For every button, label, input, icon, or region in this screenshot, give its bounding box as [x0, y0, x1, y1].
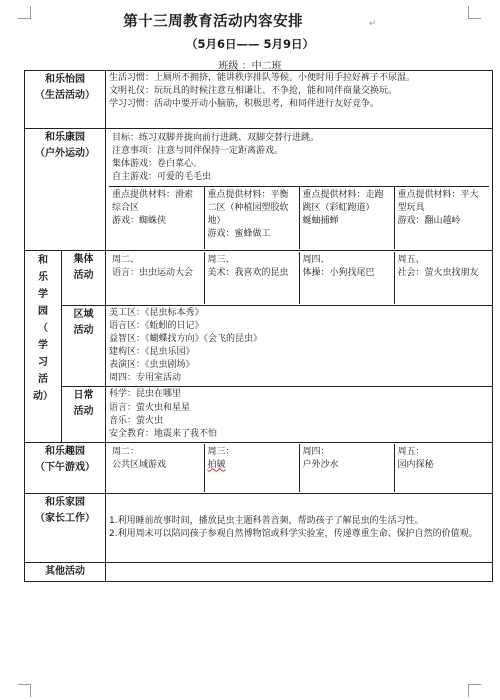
life-line: 生活习惯：上厕所不拥挤，能讲秩序排队等候。小便时用手拉好裤子不尿湿。	[109, 73, 416, 83]
life-line: 学习习惯：活动中要开动小脑筋，积极思考，和同伴进行友好竞争。	[109, 99, 380, 110]
zone-material: 重点提供材料：走跑跳区（彩虹跑道）	[302, 190, 384, 214]
row-life	[25, 71, 493, 129]
outdoor-line: 注意事项：注意与同伴保持一定距离游戏。	[112, 146, 284, 157]
outdoor-line: 集体游戏：卷白菜心。	[112, 159, 203, 170]
zone-game: 游戏：蜜蜂做工	[207, 229, 271, 240]
document-title	[0, 10, 500, 31]
outdoor-sublabel: （户外运动）	[35, 148, 95, 159]
outdoor-zone	[394, 187, 489, 250]
day-content: 语言：虫虫运动大会	[112, 268, 194, 279]
document-dates: （5月6日—— 5月9日）	[185, 37, 314, 51]
area-line: 表演区：《虫虫剧场》	[109, 360, 195, 371]
area-content	[106, 306, 493, 387]
life-label-cell	[25, 71, 106, 129]
daily-line: 安全教育：地震来了我不怕	[109, 428, 218, 439]
outdoor-label: 和乐康园	[45, 132, 85, 143]
outdoor-zone	[109, 187, 204, 250]
other-label: 其他活动	[45, 565, 85, 577]
area-label: 区域	[73, 309, 94, 321]
row-family	[25, 493, 493, 562]
life-line: 文明礼仪：玩玩具的时候注意互相谦让、不争抢，能和同伴商量交换玩。	[109, 86, 398, 97]
daily-content	[106, 387, 493, 442]
afternoon-content	[106, 442, 493, 493]
row-outdoor	[25, 129, 493, 251]
collective-label: 集体	[73, 254, 94, 266]
day-label: 周四：	[302, 446, 330, 457]
afternoon-day	[394, 444, 489, 492]
collective-day	[299, 252, 394, 304]
learning-label-char: 动）	[33, 391, 53, 403]
daily-line: 音乐：萤火虫	[109, 415, 164, 426]
outdoor-label-cell	[25, 129, 106, 251]
learning-label-char: 和	[38, 255, 48, 267]
daily-sublabel: 活动	[73, 406, 94, 418]
day-content: 公共区域游戏	[112, 459, 167, 470]
other-label-cell	[25, 562, 106, 581]
schedule-table	[24, 70, 493, 582]
outdoor-zone	[204, 187, 299, 250]
area-line: 益智区：《蝴蝶找方向》《会飞的昆虫》	[109, 334, 263, 345]
crop-mark-bottom-left	[18, 684, 31, 697]
collective-day	[394, 252, 489, 304]
life-content	[106, 71, 493, 129]
day-content: 户外沙水	[302, 459, 339, 470]
learning-label-char: 乐	[38, 272, 48, 284]
day-label: 周五：	[397, 446, 425, 457]
outdoor-zone	[299, 187, 394, 250]
family-content	[106, 493, 493, 562]
area-line: 美工区：《昆虫标本秀》	[109, 308, 204, 319]
collective-sublabel: 活动	[73, 270, 94, 282]
learning-label-char: 习	[38, 357, 48, 369]
learning-label-cell	[25, 251, 62, 442]
zone-game: 蜒蚰捕蝉	[302, 216, 339, 227]
document-title-text: 第十三周教育活动内容安排	[123, 14, 304, 30]
area-line: 建构区：《昆虫乐园》	[109, 347, 195, 358]
daily-label-cell	[62, 387, 106, 442]
family-item: 2.利用周末可以陪同孩子参观自然博物馆或科学实验室，传递尊重生命、保护自然的价值观。	[109, 528, 478, 539]
day-content: 体操：小狗找尾巴	[302, 268, 375, 279]
day-label: 周四、	[302, 255, 330, 266]
afternoon-day	[299, 444, 394, 492]
family-sublabel: （家长工作）	[35, 512, 95, 524]
day-label: 周五、	[397, 255, 425, 266]
zone-game: 游戏：蜘蛛侠	[112, 216, 167, 227]
day-label: 周三、	[207, 255, 235, 266]
area-line: 语言区：《蚯蚓的日记》	[109, 321, 204, 332]
learning-label-char: 学	[38, 340, 48, 352]
learning-label-char: 活	[38, 374, 48, 386]
life-label: 和乐怡园	[45, 74, 85, 85]
afternoon-label-cell	[25, 442, 106, 493]
day-label: 周二：	[112, 446, 140, 457]
life-sublabel: （生活活动）	[35, 90, 95, 101]
outdoor-line: 自主游戏：可爱的毛毛虫	[112, 172, 212, 183]
outdoor-content	[106, 129, 493, 251]
row-learning-area	[25, 306, 493, 387]
crop-mark-bottom-right	[468, 684, 481, 697]
collective-label-cell	[62, 251, 106, 306]
daily-label: 日常	[73, 390, 94, 402]
afternoon-days	[109, 444, 489, 492]
collective-content	[106, 251, 493, 306]
learning-label-char: 学	[38, 289, 48, 301]
class-label: 班级 ：中二班	[218, 61, 282, 72]
learning-label-char: （	[38, 323, 48, 335]
zone-material: 重点提供材料：滑索综合区	[112, 190, 194, 214]
area-label-cell	[62, 306, 106, 387]
family-item: 1.利用睡前故事时间，播放昆虫主题科普音频，帮助孩子了解昆虫的生活习性。	[109, 515, 424, 526]
day-content: 拍皴	[207, 459, 226, 470]
area-sublabel: 活动	[73, 325, 94, 337]
daily-line: 语言：萤火虫和星星	[109, 402, 191, 413]
collective-day	[109, 252, 204, 304]
day-label: 周三：	[207, 446, 235, 457]
row-learning-collective	[25, 251, 493, 306]
learning-label-char: 园	[38, 306, 48, 318]
other-content	[106, 562, 493, 581]
row-learning-daily	[25, 387, 493, 442]
row-afternoon	[25, 442, 493, 493]
zone-material: 重点提供材料：平大型玩具	[397, 190, 479, 214]
paragraph-mark: ↵	[368, 19, 377, 29]
outdoor-line: 目标：练习双脚并拢向前行进跳、双脚交替行进跳。	[112, 133, 320, 143]
afternoon-day	[109, 444, 204, 492]
afternoon-day	[204, 444, 299, 492]
zone-material: 重点提供材料：平衡二区（种植园塑胶软地）	[207, 190, 289, 227]
day-label: 周二、	[112, 255, 140, 266]
afternoon-label: 和乐趣园	[45, 445, 85, 457]
day-content: 美术：我喜欢的昆虫	[207, 268, 289, 279]
family-label: 和乐家园	[45, 496, 85, 508]
collective-day	[204, 252, 299, 304]
afternoon-sublabel: （下午游戏）	[35, 461, 95, 473]
outdoor-zones	[109, 186, 489, 249]
area-line: 周四：专用室活动	[109, 373, 182, 384]
daily-line: 科学：昆虫在哪里	[109, 389, 182, 400]
zone-game: 游戏：翻山越岭	[397, 216, 461, 227]
family-label-cell	[25, 493, 106, 562]
day-content: 园内探秘	[397, 459, 434, 470]
day-content: 社会：萤火虫找朋友	[397, 268, 479, 279]
collective-days	[109, 252, 489, 304]
row-other	[25, 562, 493, 581]
